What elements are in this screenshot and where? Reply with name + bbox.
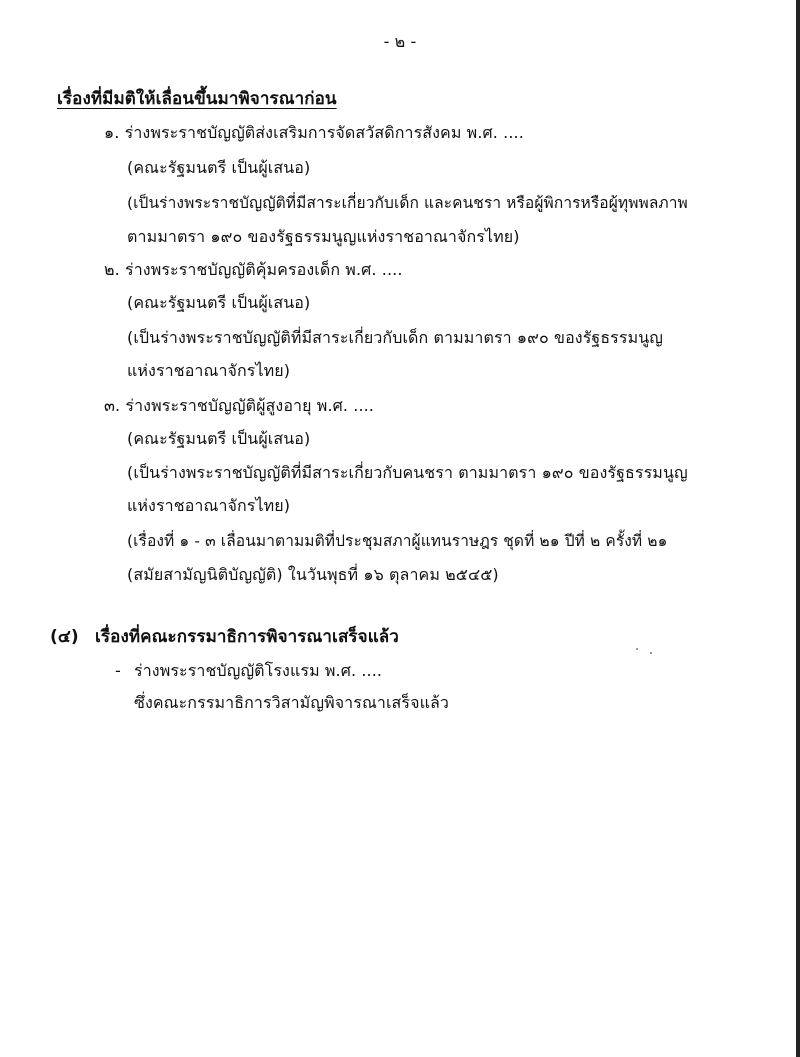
section-title: เรื่องที่มีมติให้เลื่อนขึ้นมาพิจารณาก่อน bbox=[57, 89, 337, 109]
item-1-title: ๑. ร่างพระราชบัญญัติส่งเสริมการจัดสวัสดิการสังคม พ.ศ. .... bbox=[104, 123, 524, 142]
section-4-item: ร่างพระราชบัญญัติโรงแรม พ.ศ. .... bbox=[134, 661, 383, 680]
items-1-3-postponement-note: (เรื่องที่ ๑ - ๓ เลื่อนมาตามมติที่ประชุมสภาผู้แทนราษฎร ชุดที่ ๒๑ ปีที่ ๒ ครั้งที่ ๒๑ bbox=[127, 532, 668, 550]
item-3-description: (เป็นร่างพระราชบัญญัติที่มีสาระเกี่ยวกับคนชรา ตามมาตรา ๑๙๐ ของรัฐธรรมนูญ bbox=[127, 463, 688, 482]
item-1-description-cont: ตามมาตรา ๑๙๐ ของรัฐธรรมนูญแห่งราชอาณาจักรไทย) bbox=[127, 227, 520, 246]
item-3-description-cont: แห่งราชอาณาจักรไทย) bbox=[127, 496, 291, 515]
scan-edge bbox=[796, 0, 800, 1057]
item-1-proposer: (คณะรัฐมนตรี เป็นผู้เสนอ) bbox=[127, 158, 311, 177]
item-3-title: ๓. ร่างพระราชบัญญัติผู้สูงอายุ พ.ศ. .... bbox=[104, 396, 374, 415]
section-4-note: ซึ่งคณะกรรมาธิการวิสามัญพิจารณาเสร็จแล้ว bbox=[134, 693, 449, 712]
item-1-description: (เป็นร่างพระราชบัญญัติที่มีสาระเกี่ยวกับเด็ก และคนชรา หรือผู้พิการหรือผู้ทุพพลภาพ bbox=[127, 194, 688, 212]
item-2-description-cont: แห่งราชอาณาจักรไทย) bbox=[127, 361, 291, 380]
item-2-proposer: (คณะรัฐมนตรี เป็นผู้เสนอ) bbox=[127, 293, 311, 312]
section-4-title: เรื่องที่คณะกรรมาธิการพิจารณาเสร็จแล้ว bbox=[95, 627, 399, 647]
items-1-3-postponement-date: (สมัยสามัญนิติบัญญัติ) ในวันพุธที่ ๑๖ ตุลาคม ๒๕๔๕) bbox=[127, 565, 499, 584]
section-4-bullet: - bbox=[115, 661, 121, 680]
scan-speck bbox=[636, 648, 638, 650]
page-number: - ๒ - bbox=[383, 32, 417, 51]
item-3-proposer: (คณะรัฐมนตรี เป็นผู้เสนอ) bbox=[127, 429, 311, 448]
section-4-number: (๔) bbox=[50, 627, 79, 647]
item-2-title: ๒. ร่างพระราชบัญญัติคุ้มครองเด็ก พ.ศ. .... bbox=[104, 260, 403, 279]
item-2-description: (เป็นร่างพระราชบัญญัติที่มีสาระเกี่ยวกับเด็ก ตามมาตรา ๑๙๐ ของรัฐธรรมนูญ bbox=[127, 328, 663, 347]
scan-speck bbox=[650, 652, 652, 654]
